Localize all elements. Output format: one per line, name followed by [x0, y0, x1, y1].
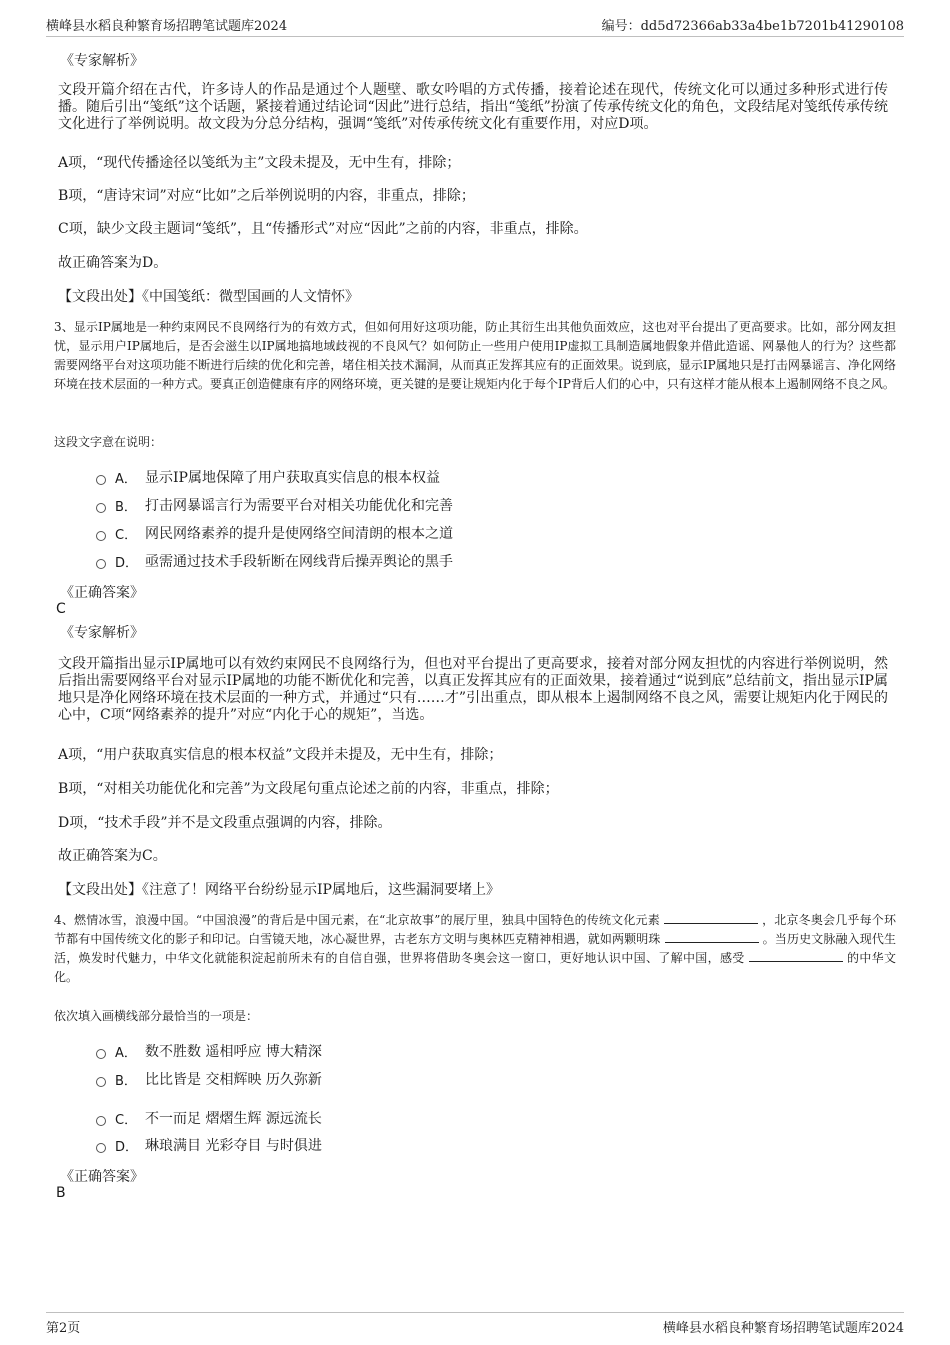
- q3-answer: C: [56, 601, 66, 617]
- q3-option-c[interactable]: [96, 523, 453, 543]
- option-letter: C．: [115, 527, 138, 543]
- radio-icon[interactable]: [96, 559, 106, 569]
- q2-line-b: B项，“唐诗宋词”对应“比如”之后举例说明的内容，非重点，排除；: [58, 188, 475, 204]
- radio-icon[interactable]: [96, 475, 106, 485]
- q3-option-a[interactable]: [96, 467, 440, 487]
- option-text: 亟需通过技术手段斩断在网线背后操弄舆论的黑手: [145, 554, 453, 570]
- option-text: 琳琅满目 光彩夺目 与时俱进: [145, 1138, 322, 1154]
- radio-icon[interactable]: [96, 531, 106, 541]
- q3-analysis: 文段开篇指出显示IP属地可以有效约束网民不良网络行为，但也对平台提出了更高要求，接着对部分网友担忧的内容进行举例说明，然后指出需要网络平台对显示IP属地的功能不断优化和完善，以真正发挥其应有的正面效果，接着通过“说到底”总结前文，指出显示IP属地只是净化网络环境在技术层面的一种方式，并通过“只有……才”引出重点，即从根本上遏制网络不良之风，需要让规矩内化于网民的心中，C项“网络素养的提升”对应“内化于心的规矩”，当选。: [58, 656, 888, 723]
- q3-expert-heading: 《专家解析》: [60, 625, 144, 641]
- option-letter: A．: [115, 1045, 137, 1061]
- q4-prompt: 依次填入画横线部分最恰当的一项是：: [54, 1009, 259, 1023]
- option-letter: B．: [115, 1073, 137, 1089]
- fill-blank-2: [665, 930, 759, 943]
- q3-text: 3、显示IP属地是一种约束网民不良网络行为的有效方式，但如何用好这项功能，防止其衍生出其他负面效应，这也对平台提出了更高要求。比如，部分网友担忧，显示用户IP属地后，是否会滋生以IP属地搞地域歧视的不良风气？如何防止一些用户使用IP虚拟工具制造属地假象并借此造谣、网暴他人的行为？这些都需要网络平台对这项功能不断进行后续的优化和完善，堵住相关技术漏洞，从而真正发挥其应有的正面效果。说到底，显示IP属地只是打击网暴谣言、净化网络环境在技术层面的一种方式。要真正创造健康有序的网络环境，更关键的是要让规矩内化于每个IP背后人们的心中，只有这样才能从根本上遏制网络不良之风。: [54, 320, 896, 391]
- page-header: [46, 12, 904, 37]
- option-letter: B．: [115, 499, 137, 515]
- option-letter: A．: [115, 471, 137, 487]
- option-letter: D．: [115, 1139, 139, 1155]
- q4-text-part3: 。当历史文脉融入现代生活，焕发时代魅力，中华文化就能积淀起前所未有的自信自强，世界将借助冬奥会这一窗口，更好地认识中国、了解中国，感受: [54, 932, 896, 965]
- q4-answer: B: [56, 1185, 66, 1201]
- q4-text-part2: ，北京冬奥会几乎每个环节都有中国传统文化的影子和印记。白雪镜天地，冰心凝世界，古老东方文明与奥林匹克精神相遇，就如两颗明珠: [54, 913, 896, 946]
- radio-icon[interactable]: [96, 1116, 106, 1126]
- q3-line-a: A项，“用户获取真实信息的根本权益”文段并未提及，无中生有，排除；: [58, 747, 503, 763]
- radio-icon[interactable]: [96, 1077, 106, 1087]
- option-text: 网民网络素养的提升是使网络空间清朗的根本之道: [145, 526, 453, 542]
- option-text: 数不胜数 遥相呼应 博大精深: [145, 1044, 322, 1060]
- q2-analysis: 文段开篇介绍在古代，许多诗人的作品是通过个人题壁、歌女吟唱的方式传播，接着论述在现代，传统文化可以通过多种形式进行传播。随后引出“笺纸”这个话题，紧接着通过结论词“因此”进行总结，指出“笺纸”扮演了传承传统文化的角色，文段结尾对笺纸传承传统文化进行了举例说明。故文段为分总分结构，强调“笺纸”对传承传统文化有重要作用，对应D项。: [58, 82, 888, 132]
- header-title: 横峰县水稻良种繁育场招聘笔试题库2024: [46, 19, 288, 34]
- page-number: 第2页: [46, 1321, 81, 1336]
- q4-option-a[interactable]: [96, 1041, 322, 1061]
- fill-blank-3: [749, 949, 843, 962]
- option-letter: D．: [115, 555, 139, 571]
- q4-option-c[interactable]: [96, 1108, 322, 1128]
- q4-text-part1: 4、燃情冰雪，浪漫中国。“中国浪漫”的背后是中国元素，在“北京故事”的展厅里，独具中国特色的传统文化元素: [54, 913, 660, 927]
- fill-blank-1: [664, 911, 758, 924]
- q3-conclusion: 故正确答案为C。: [58, 848, 167, 864]
- q3-source: 【文段出处】《注意了！网络平台纷纷显示IP属地后，这些漏洞要堵上》: [58, 882, 500, 898]
- q4-option-b[interactable]: [96, 1069, 322, 1089]
- q3-option-d[interactable]: [96, 551, 453, 571]
- footer-title: 横峰县水稻良种繁育场招聘笔试题库2024: [662, 1321, 904, 1336]
- q2-conclusion: 故正确答案为D。: [58, 255, 168, 271]
- option-text: 不一而足 熠熠生辉 源远流长: [145, 1111, 322, 1127]
- q4-text: [54, 911, 896, 987]
- q2-line-a: A项，“现代传播途径以笺纸为主”文段未提及，无中生有，排除；: [58, 155, 461, 171]
- q4-answer-heading: 《正确答案》: [60, 1169, 144, 1185]
- radio-icon[interactable]: [96, 1049, 106, 1059]
- option-letter: C．: [115, 1112, 138, 1128]
- radio-icon[interactable]: [96, 1143, 106, 1153]
- q3-answer-heading: 《正确答案》: [60, 585, 144, 601]
- option-text: 打击网暴谣言行为需要平台对相关功能优化和完善: [145, 498, 453, 514]
- q3-line-b: B项，“对相关功能优化和完善”为文段尾句重点论述之前的内容，非重点，排除；: [58, 781, 559, 797]
- radio-icon[interactable]: [96, 503, 106, 513]
- q4-text-part4: 的中华文化。: [54, 951, 896, 984]
- page-footer: [46, 1312, 904, 1337]
- option-text: 比比皆是 交相辉映 历久弥新: [145, 1072, 322, 1088]
- header-code: 编号：dd5d72366ab33a4be1b7201b41290108: [601, 19, 904, 34]
- q4-option-d[interactable]: [96, 1135, 322, 1155]
- q3-line-d: D项，“技术手段”并不是文段重点强调的内容，排除。: [58, 815, 392, 831]
- q2-line-c: C项，缺少文段主题词“笺纸”，且“传播形式”对应“因此”之前的内容，非重点，排除。: [58, 221, 588, 237]
- q3-option-b[interactable]: [96, 495, 453, 515]
- option-text: 显示IP属地保障了用户获取真实信息的根本权益: [145, 470, 440, 486]
- q3-prompt: 这段文字意在说明：: [54, 435, 163, 449]
- q2-expert-heading: 《专家解析》: [60, 53, 144, 69]
- q2-source: 【文段出处】《中国笺纸：微型国画的人文情怀》: [58, 289, 359, 305]
